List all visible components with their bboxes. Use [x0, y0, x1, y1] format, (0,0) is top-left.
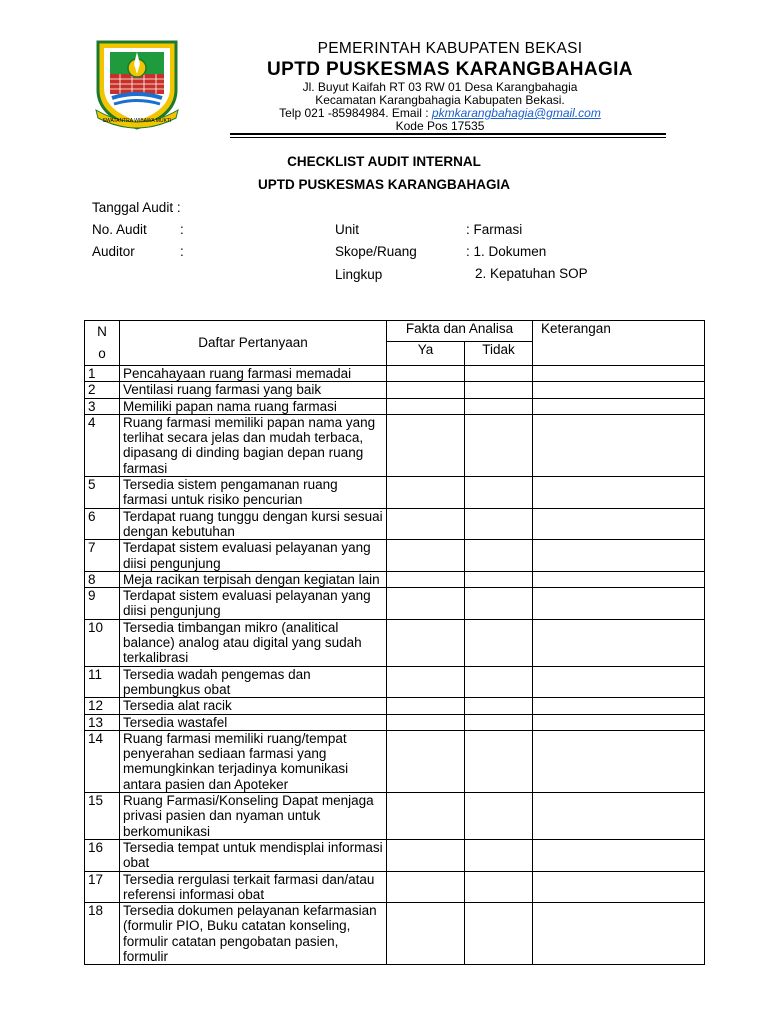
- row-ya-cell[interactable]: [387, 730, 465, 792]
- table-row: [85, 398, 705, 414]
- email-link[interactable]: pkmkarangbahagia@gmail.com: [431, 106, 601, 120]
- row-question: Tersedia tempat untuk mendisplai informasi obat: [120, 839, 387, 871]
- row-question: Memiliki papan nama ruang farmasi: [120, 398, 387, 414]
- row-ya-cell[interactable]: [387, 793, 465, 840]
- row-question: Terdapat ruang tunggu dengan kursi sesuai dengan kebutuhan: [120, 508, 387, 540]
- skope-value-1: : 1. Dokumen: [466, 244, 547, 259]
- row-number: 7: [85, 540, 120, 572]
- row-keterangan-cell[interactable]: [533, 571, 705, 587]
- table-header-row: [85, 321, 705, 342]
- row-question: Ventilasi ruang farmasi yang baik: [120, 382, 387, 398]
- table-row: [85, 382, 705, 398]
- row-number: 5: [85, 477, 120, 509]
- row-keterangan-cell[interactable]: [533, 730, 705, 792]
- postal-line: Kode Pos 17535: [395, 119, 485, 133]
- table-row: [85, 839, 705, 871]
- row-question: Terdapat sistem evaluasi pelayanan yang diisi pengunjung: [120, 588, 387, 620]
- row-keterangan-cell[interactable]: [533, 666, 705, 698]
- unit-label: Unit: [335, 222, 360, 237]
- table-row: [85, 730, 705, 792]
- row-question: Tersedia wadah pengemas dan pembungkus obat: [120, 666, 387, 698]
- row-number: 6: [85, 508, 120, 540]
- row-tidak-cell[interactable]: [465, 588, 533, 620]
- table-row: [85, 414, 705, 476]
- row-keterangan-cell[interactable]: [533, 903, 705, 965]
- row-ya-cell[interactable]: [387, 398, 465, 414]
- table-row: [85, 571, 705, 587]
- document-subtitle: UPTD PUSKESMAS KARANGBAHAGIA: [257, 177, 510, 192]
- table-row: [85, 366, 705, 382]
- row-tidak-cell[interactable]: [465, 366, 533, 382]
- row-keterangan-cell[interactable]: [533, 477, 705, 509]
- header-ya: Ya: [387, 342, 465, 366]
- row-question: Tersedia sistem pengamanan ruang farmasi untuk risiko pencurian: [120, 477, 387, 509]
- table-row: [85, 714, 705, 730]
- row-number: 11: [85, 666, 120, 698]
- table-row: [85, 540, 705, 572]
- row-tidak-cell[interactable]: [465, 477, 533, 509]
- row-question: Meja racikan terpisah dengan kegiatan lain: [120, 571, 387, 587]
- row-number: 12: [85, 698, 120, 714]
- row-number: 8: [85, 571, 120, 587]
- row-number: 9: [85, 588, 120, 620]
- row-keterangan-cell[interactable]: [533, 382, 705, 398]
- row-ya-cell[interactable]: [387, 903, 465, 965]
- row-ya-cell[interactable]: [387, 366, 465, 382]
- row-ya-cell[interactable]: [387, 698, 465, 714]
- letterhead-divider: [230, 133, 666, 135]
- table-row: [85, 698, 705, 714]
- row-tidak-cell[interactable]: [465, 903, 533, 965]
- institution-name: UPTD PUSKESMAS KARANGBAHAGIA: [267, 59, 633, 80]
- header-tidak: Tidak: [465, 342, 533, 366]
- row-keterangan-cell[interactable]: [533, 793, 705, 840]
- row-keterangan-cell[interactable]: [533, 414, 705, 476]
- row-ya-cell[interactable]: [387, 414, 465, 476]
- government-name: PEMERINTAH KABUPATEN BEKASI: [317, 40, 583, 57]
- row-ya-cell[interactable]: [387, 508, 465, 540]
- table-row: [85, 793, 705, 840]
- tanggal-audit-label: Tanggal Audit :: [92, 200, 181, 215]
- row-tidak-cell[interactable]: [465, 571, 533, 587]
- letterhead-text: [230, 32, 670, 133]
- header-fakta-analisa: Fakta dan Analisa: [387, 321, 533, 342]
- table-row: [85, 903, 705, 965]
- address-line: Jl. Buyut Kaifah RT 03 RW 01 Desa Karangbahagia: [302, 80, 578, 94]
- row-tidak-cell[interactable]: [465, 714, 533, 730]
- row-keterangan-cell[interactable]: [533, 714, 705, 730]
- row-question: Tersedia wastafel: [120, 714, 387, 730]
- skope-label: Skope/Ruang: [335, 244, 417, 259]
- row-ya-cell[interactable]: [387, 619, 465, 666]
- row-tidak-cell[interactable]: [465, 698, 533, 714]
- lingkup-label: Lingkup: [335, 267, 383, 282]
- row-tidak-cell[interactable]: [465, 871, 533, 903]
- document-title: CHECKLIST AUDIT INTERNAL: [287, 154, 481, 169]
- table-row: [85, 619, 705, 666]
- row-tidak-cell[interactable]: [465, 382, 533, 398]
- bekasi-regency-emblem-icon: [90, 38, 184, 130]
- header-no: N o: [85, 321, 120, 366]
- row-tidak-cell[interactable]: [465, 730, 533, 792]
- table-row: [85, 666, 705, 698]
- row-ya-cell[interactable]: [387, 714, 465, 730]
- row-keterangan-cell[interactable]: [533, 398, 705, 414]
- auditor-label: Auditor: [92, 244, 135, 259]
- row-ya-cell[interactable]: [387, 477, 465, 509]
- auditor-colon: :: [180, 244, 184, 259]
- svg-text:SWATANTRA WIBAWA MUKTI: SWATANTRA WIBAWA MUKTI: [102, 118, 172, 124]
- row-ya-cell[interactable]: [387, 666, 465, 698]
- row-question: Pencahayaan ruang farmasi memadai: [120, 366, 387, 382]
- table-row: [85, 871, 705, 903]
- row-number: 16: [85, 839, 120, 871]
- row-number: 18: [85, 903, 120, 965]
- row-tidak-cell[interactable]: [465, 793, 533, 840]
- row-number: 15: [85, 793, 120, 840]
- row-ya-cell[interactable]: [387, 540, 465, 572]
- unit-value: : Farmasi: [466, 222, 523, 237]
- letterhead: [90, 32, 670, 138]
- row-number: 3: [85, 398, 120, 414]
- row-number: 14: [85, 730, 120, 792]
- no-audit-label: No. Audit: [92, 222, 147, 237]
- row-question: Ruang farmasi memiliki ruang/tempat penyerahan sediaan farmasi yang memungkinkan terjadinya komunikasi antara pasien dan Apoteker: [120, 730, 387, 792]
- row-number: 13: [85, 714, 120, 730]
- header-keterangan: Keterangan: [533, 321, 705, 366]
- row-number: 4: [85, 414, 120, 476]
- row-question: Tersedia alat racik: [120, 698, 387, 714]
- row-number: 10: [85, 619, 120, 666]
- row-tidak-cell[interactable]: [465, 540, 533, 572]
- row-number: 1: [85, 366, 120, 382]
- row-question: Tersedia dokumen pelayanan kefarmasian (formulir PIO, Buku catatan konseling, formulir catatan pengobatan pasien, formulir: [120, 903, 387, 965]
- row-ya-cell[interactable]: [387, 871, 465, 903]
- header-pertanyaan: Daftar Pertanyaan: [120, 321, 387, 366]
- row-number: 17: [85, 871, 120, 903]
- row-tidak-cell[interactable]: [465, 508, 533, 540]
- row-question: Ruang Farmasi/Konseling Dapat menjaga privasi pasien dan nyaman untuk berkomunikasi: [120, 793, 387, 840]
- row-question: Tersedia rergulasi terkait farmasi dan/atau referensi informasi obat: [120, 871, 387, 903]
- row-question: Tersedia timbangan mikro (analitical balance) analog atau digital yang sudah terkalibrasi: [120, 619, 387, 666]
- table-row: [85, 477, 705, 509]
- row-keterangan-cell[interactable]: [533, 508, 705, 540]
- row-keterangan-cell[interactable]: [533, 588, 705, 620]
- row-keterangan-cell[interactable]: [533, 540, 705, 572]
- row-keterangan-cell[interactable]: [533, 871, 705, 903]
- row-keterangan-cell[interactable]: [533, 366, 705, 382]
- row-tidak-cell[interactable]: [465, 414, 533, 476]
- row-ya-cell[interactable]: [387, 839, 465, 871]
- row-tidak-cell[interactable]: [465, 619, 533, 666]
- no-audit-colon: :: [180, 222, 184, 237]
- row-question: Terdapat sistem evaluasi pelayanan yang diisi pengunjung: [120, 540, 387, 572]
- row-tidak-cell[interactable]: [465, 398, 533, 414]
- row-tidak-cell[interactable]: [465, 666, 533, 698]
- row-keterangan-cell[interactable]: [533, 839, 705, 871]
- row-ya-cell[interactable]: [387, 382, 465, 398]
- table-row: [85, 508, 705, 540]
- row-ya-cell[interactable]: [387, 588, 465, 620]
- audit-checklist-table: [84, 320, 705, 965]
- row-tidak-cell[interactable]: [465, 839, 533, 871]
- district-line: Kecamatan Karangbahagia Kabupaten Bekasi.: [315, 93, 565, 107]
- table-row: [85, 588, 705, 620]
- skope-value-2: 2. Kepatuhan SOP: [475, 266, 588, 281]
- row-question: Ruang farmasi memiliki papan nama yang terlihat secara jelas dan mudah terbaca, dipasang di dinding bagian depan ruang farmasi: [120, 414, 387, 476]
- row-keterangan-cell[interactable]: [533, 698, 705, 714]
- row-ya-cell[interactable]: [387, 571, 465, 587]
- row-number: 2: [85, 382, 120, 398]
- row-keterangan-cell[interactable]: [533, 619, 705, 666]
- phone-text: Telp 021 -85984984. Email :: [279, 106, 432, 120]
- letterhead-divider-thin: [230, 137, 666, 138]
